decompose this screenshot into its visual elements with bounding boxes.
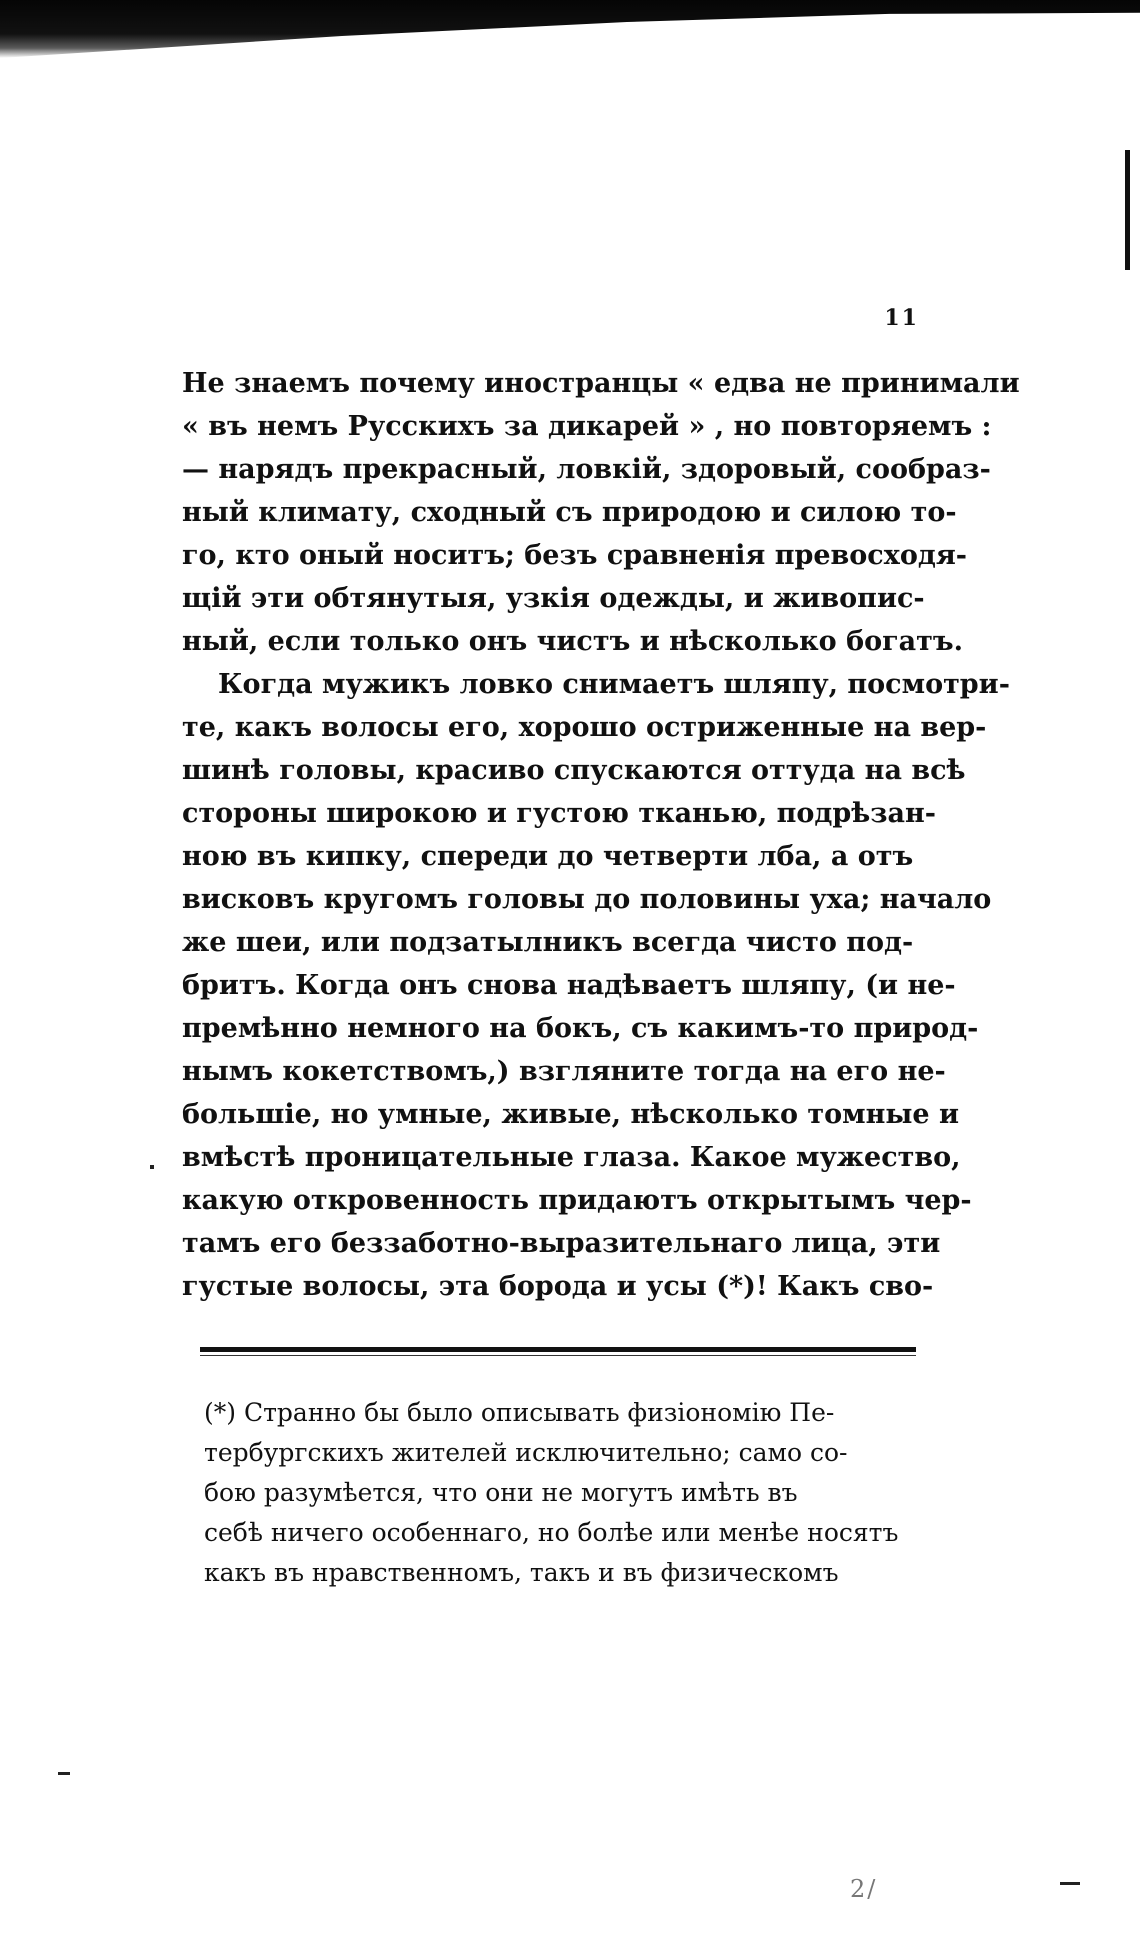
main-text-line: нымъ кокетствомъ,) взгляните тогда на его не- bbox=[182, 1056, 946, 1087]
page-number: 11 bbox=[884, 305, 919, 331]
footnote-line: (*) Странно бы было описывать физіономію Пе- bbox=[204, 1398, 835, 1427]
footnote-line: бою разумѣется, что они не могутъ имѣть въ bbox=[204, 1478, 798, 1507]
footnote-separator-rule bbox=[200, 1347, 916, 1352]
main-text-line: ною въ кипку, спереди до четверти лба, а отъ bbox=[182, 841, 914, 872]
right-margin-scan-mark bbox=[1125, 150, 1130, 270]
margin-dot bbox=[150, 1165, 154, 1169]
main-text-line: — нарядъ прекрасный, ловкій, здоровый, сообраз- bbox=[182, 454, 991, 485]
main-text-line: бритъ. Когда онъ снова надѣваетъ шляпу, (и не- bbox=[182, 970, 956, 1001]
main-text-line: « въ немъ Русскихъ за дикарей » , но повторяемъ : bbox=[182, 411, 992, 442]
main-text-line: вмѣстѣ проницательные глаза. Какое мужество, bbox=[182, 1142, 961, 1173]
main-text-line: большіе, но умные, живые, нѣсколько томные и bbox=[182, 1099, 960, 1130]
main-text-line: Не знаемъ почему иностранцы « едва не принимали bbox=[182, 368, 1020, 399]
margin-dash bbox=[58, 1772, 70, 1775]
main-paragraph-text bbox=[182, 362, 1020, 1308]
main-text-line: те, какъ волосы его, хорошо остриженные на вер- bbox=[182, 712, 987, 743]
footnote-separator-thin-rule bbox=[200, 1355, 916, 1356]
scanned-dark-top-edge bbox=[0, 0, 1140, 58]
footnote-text bbox=[204, 1393, 932, 1593]
main-text-line: висковъ кругомъ головы до половины уха; начало bbox=[182, 884, 992, 915]
main-text-line: стороны широкою и густою тканью, подрѣзан- bbox=[182, 798, 936, 829]
margin-dash bbox=[1060, 1882, 1080, 1885]
main-text-line: го, кто оный носитъ; безъ сравненія превосходя- bbox=[182, 540, 967, 571]
faint-bottom-mark: 2/ bbox=[850, 1875, 878, 1903]
main-text-line: ный климату, сходный съ природою и силою то- bbox=[182, 497, 957, 528]
main-text-line: щій эти обтянутыя, узкія одежды, и живопис- bbox=[182, 583, 925, 614]
main-text-line: премѣнно немного на бокъ, съ какимъ-то природ- bbox=[182, 1013, 979, 1044]
footnote-line: себѣ ничего особеннаго, но болѣе или менѣе носятъ bbox=[204, 1518, 899, 1547]
main-text-line: шинѣ головы, красиво спускаются оттуда на всѣ bbox=[182, 755, 966, 786]
main-text-line: густые волосы, эта борода и усы (*)! Какъ сво- bbox=[182, 1271, 934, 1302]
footnote-line: какъ въ нравственномъ, такъ и въ физическомъ bbox=[204, 1558, 839, 1587]
main-text-line: Когда мужикъ ловко снимаетъ шляпу, посмотри- bbox=[218, 669, 1010, 700]
main-text-line: тамъ его беззаботно-выразительнаго лица, эти bbox=[182, 1228, 941, 1259]
main-text-line: ный, если только онъ чистъ и нѣсколько богатъ. bbox=[182, 626, 963, 657]
main-text-line: же шеи, или подзатылникъ всегда чисто под- bbox=[182, 927, 914, 958]
footnote-line: тербургскихъ жителей исключительно; само со- bbox=[204, 1438, 848, 1467]
main-text-line: какую откровенность придаютъ открытымъ чер- bbox=[182, 1185, 972, 1216]
